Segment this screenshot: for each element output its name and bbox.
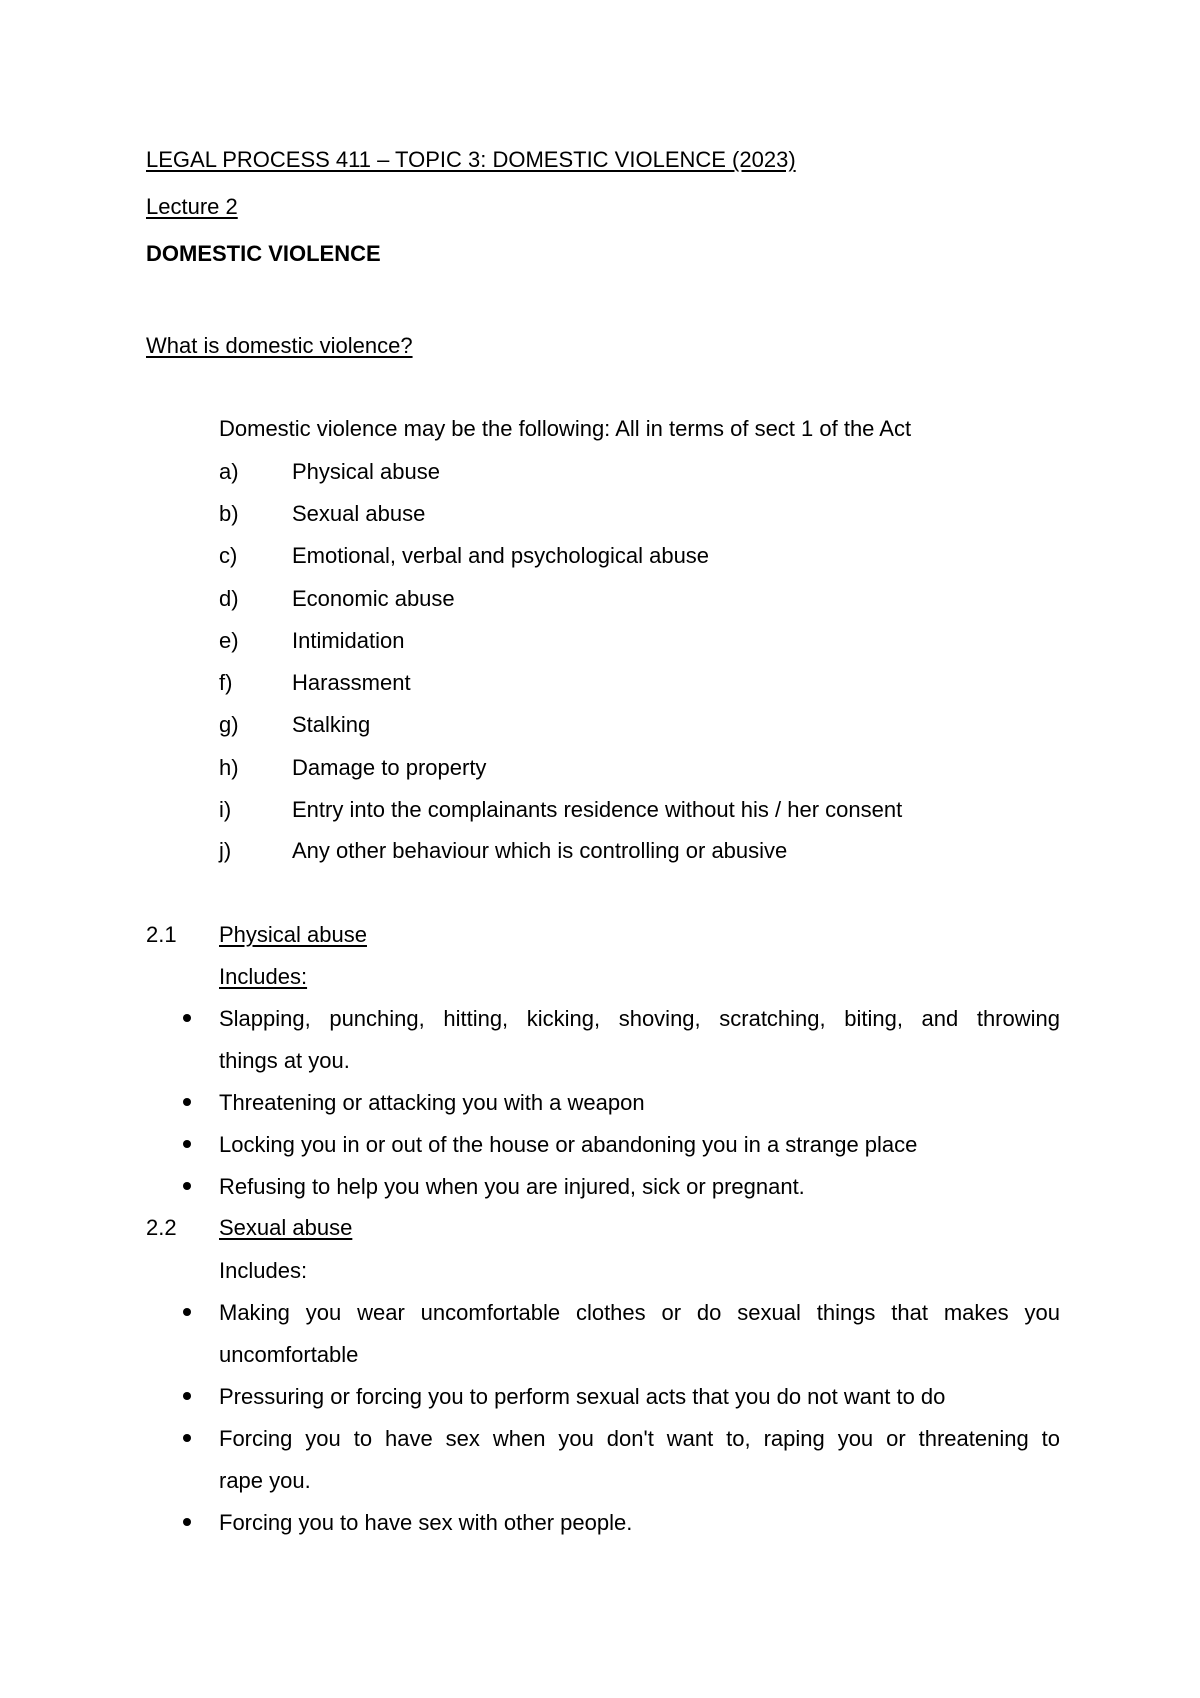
question-heading: What is domestic violence? — [146, 333, 413, 358]
list-item-letter: e) — [219, 628, 239, 653]
bullet-icon — [183, 1434, 191, 1442]
section-title: Physical abuse — [219, 922, 367, 947]
includes-label: Includes: — [219, 964, 308, 989]
list-item-text: Sexual abuse — [292, 501, 426, 526]
bullet-text: Forcing you to have sex with other people. — [219, 1510, 633, 1535]
list-item-letter: i) — [219, 797, 232, 822]
section-number: 2.1 — [146, 922, 177, 947]
bullet-text: Slapping, punching, hitting, kicking, shoving, scratching, biting, and throwing — [219, 1006, 1060, 1031]
lecture-label: Lecture 2 — [146, 194, 238, 219]
list-item-letter: f) — [219, 670, 233, 695]
document-title: LEGAL PROCESS 411 – TOPIC 3: DOMESTIC VIOLENCE (2023) — [146, 147, 796, 172]
list-item-letter: g) — [219, 712, 239, 737]
bullet-text-continuation: uncomfortable — [219, 1342, 359, 1367]
main-heading: DOMESTIC VIOLENCE — [146, 241, 381, 266]
bullet-icon — [183, 1140, 191, 1148]
list-item-letter: h) — [219, 755, 239, 780]
bullet-icon — [183, 1014, 191, 1022]
intro-text: Domestic violence may be the following: All in terms of sect 1 of the Act — [219, 416, 912, 441]
list-item-text: Harassment — [292, 670, 411, 695]
list-item-text: Intimidation — [292, 628, 405, 653]
list-item-text: Physical abuse — [292, 459, 440, 484]
bullet-icon — [183, 1098, 191, 1106]
bullet-text: Pressuring or forcing you to perform sexual acts that you do not want to do — [219, 1384, 946, 1409]
bullet-icon — [183, 1182, 191, 1190]
list-item-text: Entry into the complainants residence without his / her consent — [292, 797, 903, 822]
list-item-letter: d) — [219, 586, 239, 611]
list-item-letter: j) — [219, 838, 232, 863]
list-item-text: Any other behaviour which is controlling or abusive — [292, 838, 788, 863]
list-item-text: Stalking — [292, 712, 371, 737]
bullet-icon — [183, 1308, 191, 1316]
bullet-text: Making you wear uncomfortable clothes or do sexual things that makes you — [219, 1300, 1060, 1325]
section-title: Sexual abuse — [219, 1215, 353, 1240]
bullet-icon — [183, 1392, 191, 1400]
list-item-text: Emotional, verbal and psychological abuse — [292, 543, 710, 568]
list-item-text: Economic abuse — [292, 586, 455, 611]
list-item-letter: c) — [219, 543, 238, 568]
list-item-letter: b) — [219, 501, 239, 526]
bullet-text: Locking you in or out of the house or abandoning you in a strange place — [219, 1132, 918, 1157]
list-item-letter: a) — [219, 459, 239, 484]
bullet-text-continuation: things at you. — [219, 1048, 350, 1073]
list-item-text: Damage to property — [292, 755, 487, 780]
bullet-text: Refusing to help you when you are injured, sick or pregnant. — [219, 1174, 805, 1199]
section-number: 2.2 — [146, 1215, 177, 1240]
bullet-text: Forcing you to have sex when you don't want to, raping you or threatening to — [219, 1426, 1060, 1451]
bullet-text-continuation: rape you. — [219, 1468, 311, 1493]
bullet-text: Threatening or attacking you with a weapon — [219, 1090, 645, 1115]
bullet-icon — [183, 1518, 191, 1526]
includes-label: Includes: — [219, 1258, 308, 1283]
